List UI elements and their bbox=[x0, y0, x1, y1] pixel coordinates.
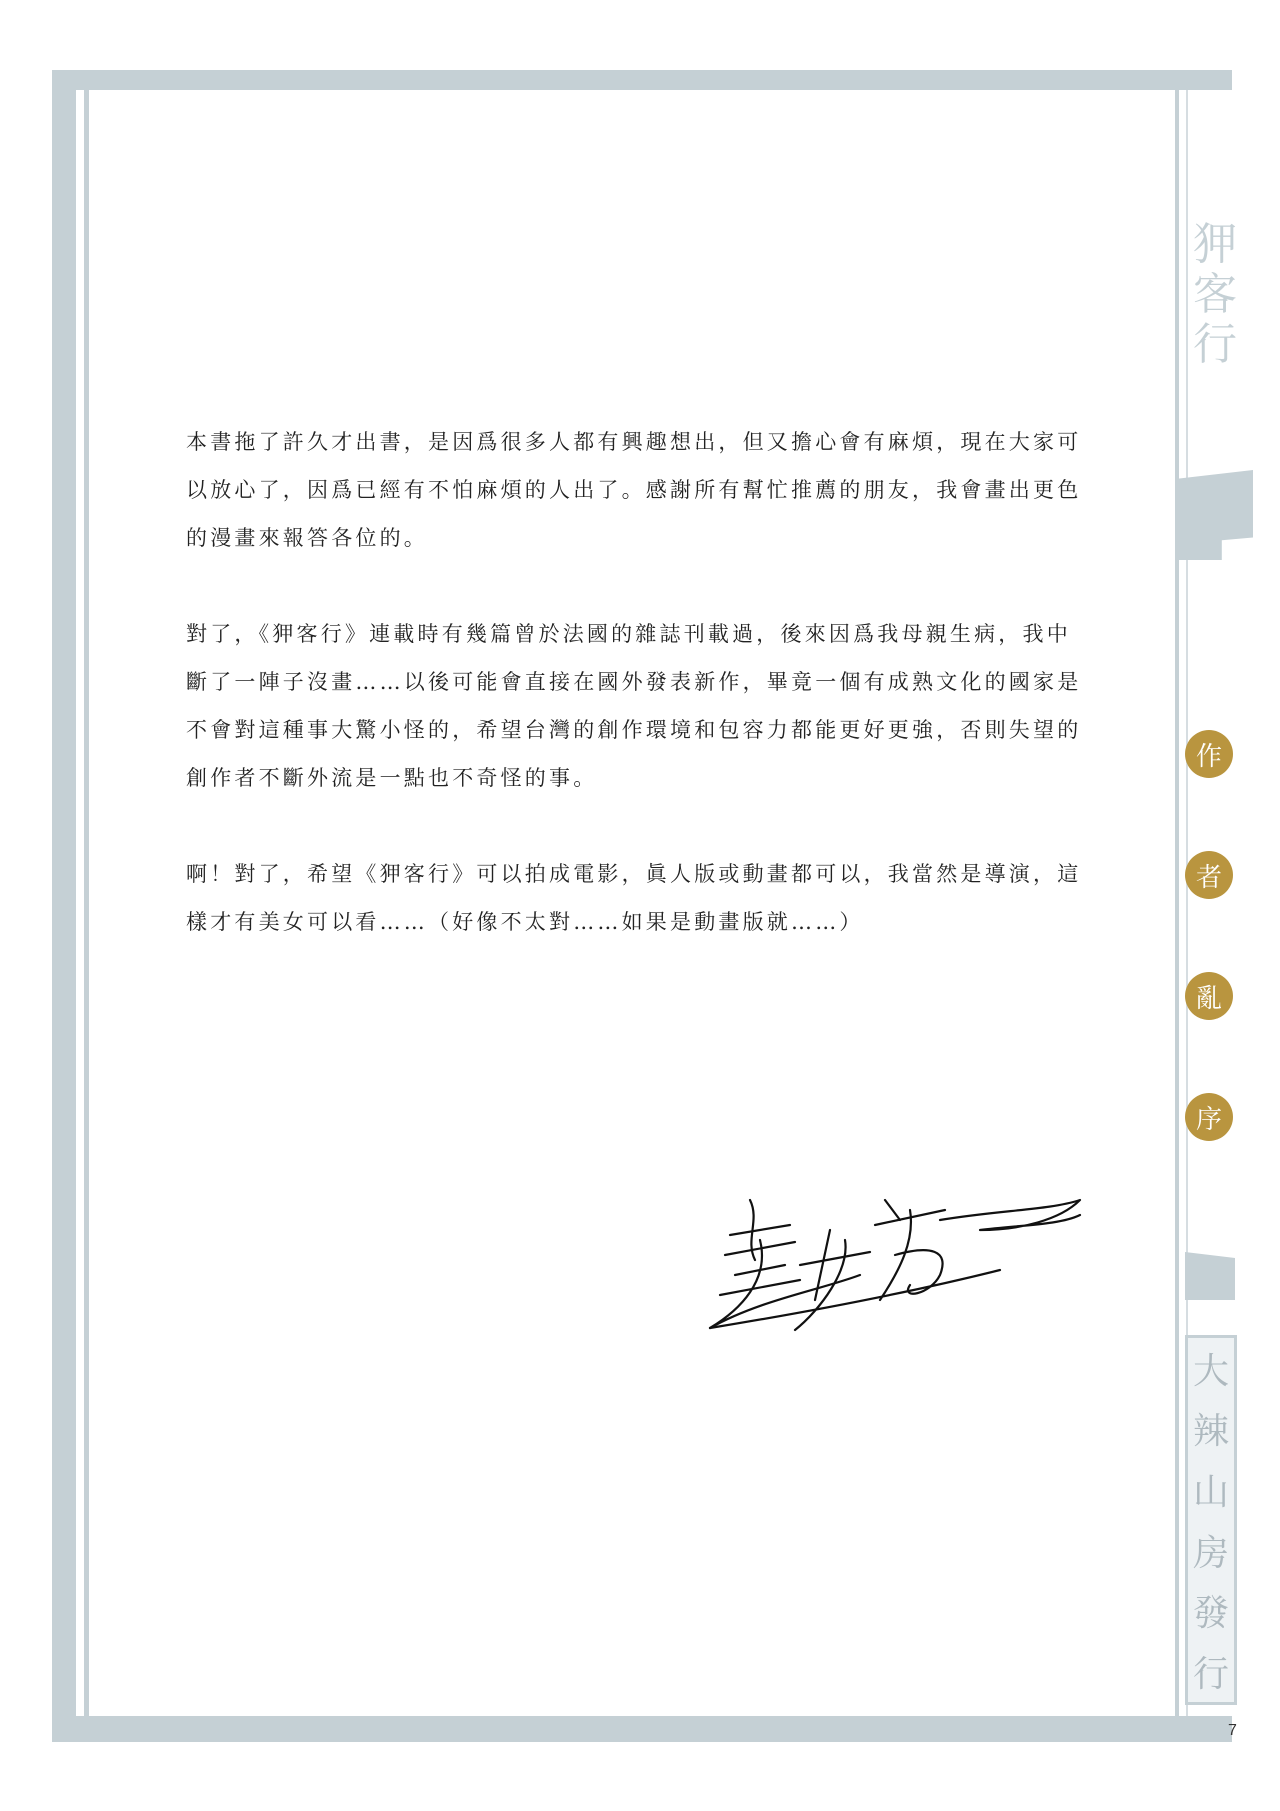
frame-left-border bbox=[52, 70, 76, 1742]
page-number: 7 bbox=[1228, 1722, 1237, 1739]
publisher-char: 發 bbox=[1192, 1593, 1229, 1635]
frame-right-line bbox=[1175, 90, 1179, 1716]
preface-paragraph: 啊！對了，希望《狎客行》可以拍成電影，眞人版或動畫都可以，我當然是導演，這 樣才有美女可以看……（好像不太對……如果是動畫版就……） bbox=[186, 862, 1082, 934]
side-tab-decoration bbox=[1175, 470, 1253, 560]
side-title-char: 客 bbox=[1193, 269, 1237, 320]
frame-left-inner-line bbox=[84, 90, 89, 1716]
side-tab-decoration-lower bbox=[1185, 1240, 1235, 1300]
publisher-label bbox=[1185, 1335, 1237, 1705]
preface-paragraph: 對了，《狎客行》連載時有幾篇曾於法國的雜誌刊載過，後來因爲我母親生病，我中 斷了一陣子沒畫……以後可能會直接在國外發表新作，畢竟一個有成熟文化的國家是 不會對這種事大驚小怪的，希望台灣的創作環境和包容力都能更好更強，否則失望的 創作者不斷外流是一點也不奇怪的事。 bbox=[186, 622, 1082, 790]
frame-top-border bbox=[52, 70, 1232, 90]
publisher-char: 辣 bbox=[1192, 1411, 1229, 1453]
side-title-char: 狎 bbox=[1193, 219, 1237, 270]
section-badge: 亂 bbox=[1185, 972, 1233, 1020]
section-badge: 作 bbox=[1185, 730, 1233, 778]
preface-body bbox=[186, 418, 1106, 994]
publisher-char: 行 bbox=[1192, 1654, 1229, 1696]
side-title-char: 行 bbox=[1193, 319, 1237, 370]
frame-bottom-border bbox=[52, 1716, 1232, 1742]
publisher-char: 房 bbox=[1192, 1532, 1229, 1574]
author-signature bbox=[700, 1180, 1090, 1340]
section-badge: 序 bbox=[1185, 1093, 1233, 1141]
side-book-title bbox=[1188, 220, 1242, 370]
preface-paragraph: 本書拖了許久才出書，是因爲很多人都有興趣想出，但又擔心會有麻煩，現在大家可 以放心了，因爲已經有不怕麻煩的人出了。感謝所有幫忙推薦的朋友，我會畫出更色 的漫畫來報答各位的。 bbox=[186, 430, 1082, 550]
section-badge: 者 bbox=[1185, 851, 1233, 899]
publisher-char: 大 bbox=[1192, 1350, 1229, 1392]
publisher-char: 山 bbox=[1192, 1472, 1229, 1514]
